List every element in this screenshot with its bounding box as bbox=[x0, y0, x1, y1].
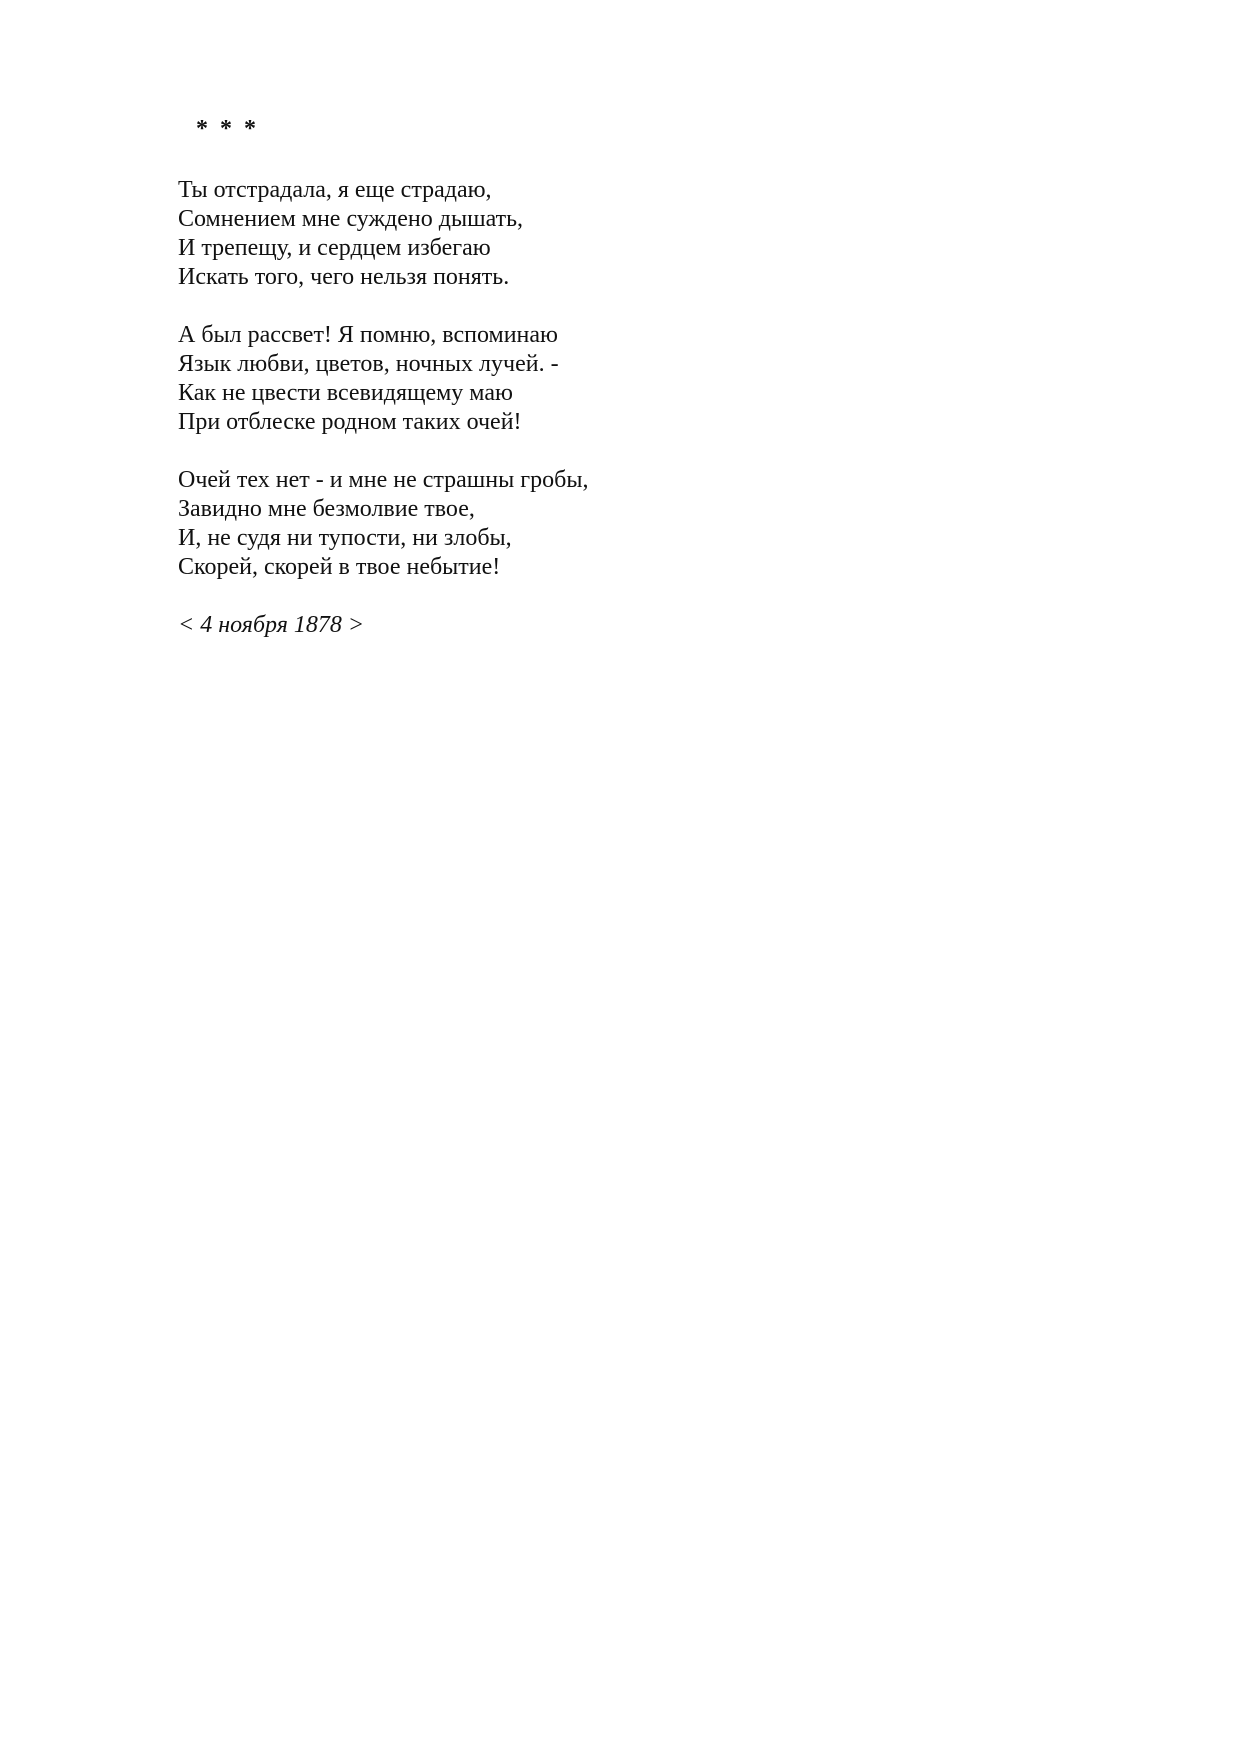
poem-body bbox=[178, 176, 588, 640]
poem-line: Как не цвести всевидящему маю bbox=[178, 380, 513, 406]
poem-line: А был рассвет! Я помню, вспоминаю bbox=[178, 322, 558, 348]
poem-line: Искать того, чего нельзя понять. bbox=[178, 264, 510, 290]
stanza-3 bbox=[178, 466, 588, 582]
poem-date: < 4 ноября 1878 > bbox=[178, 612, 365, 638]
poem-line: Сомнением мне суждено дышать, bbox=[178, 206, 524, 232]
stanza-2 bbox=[178, 321, 588, 437]
poem-line: Скорей, скорей в твое небытие! bbox=[178, 554, 501, 580]
poem-line: И, не судя ни тупости, ни злобы, bbox=[178, 525, 512, 551]
poem-line: Завидно мне безмолвие твое, bbox=[178, 496, 475, 522]
poem-line: Язык любви, цветов, ночных лучей. - bbox=[178, 351, 559, 377]
poem-heading: * * * bbox=[196, 116, 259, 142]
poem-line: Ты отстрадала, я еще страдаю, bbox=[178, 177, 492, 203]
poem-line: И трепещу, и сердцем избегаю bbox=[178, 235, 491, 261]
stanza-1 bbox=[178, 176, 588, 292]
poem-line: Очей тех нет - и мне не страшны гробы, bbox=[178, 467, 589, 493]
poem-line: При отблеске родном таких очей! bbox=[178, 409, 522, 435]
